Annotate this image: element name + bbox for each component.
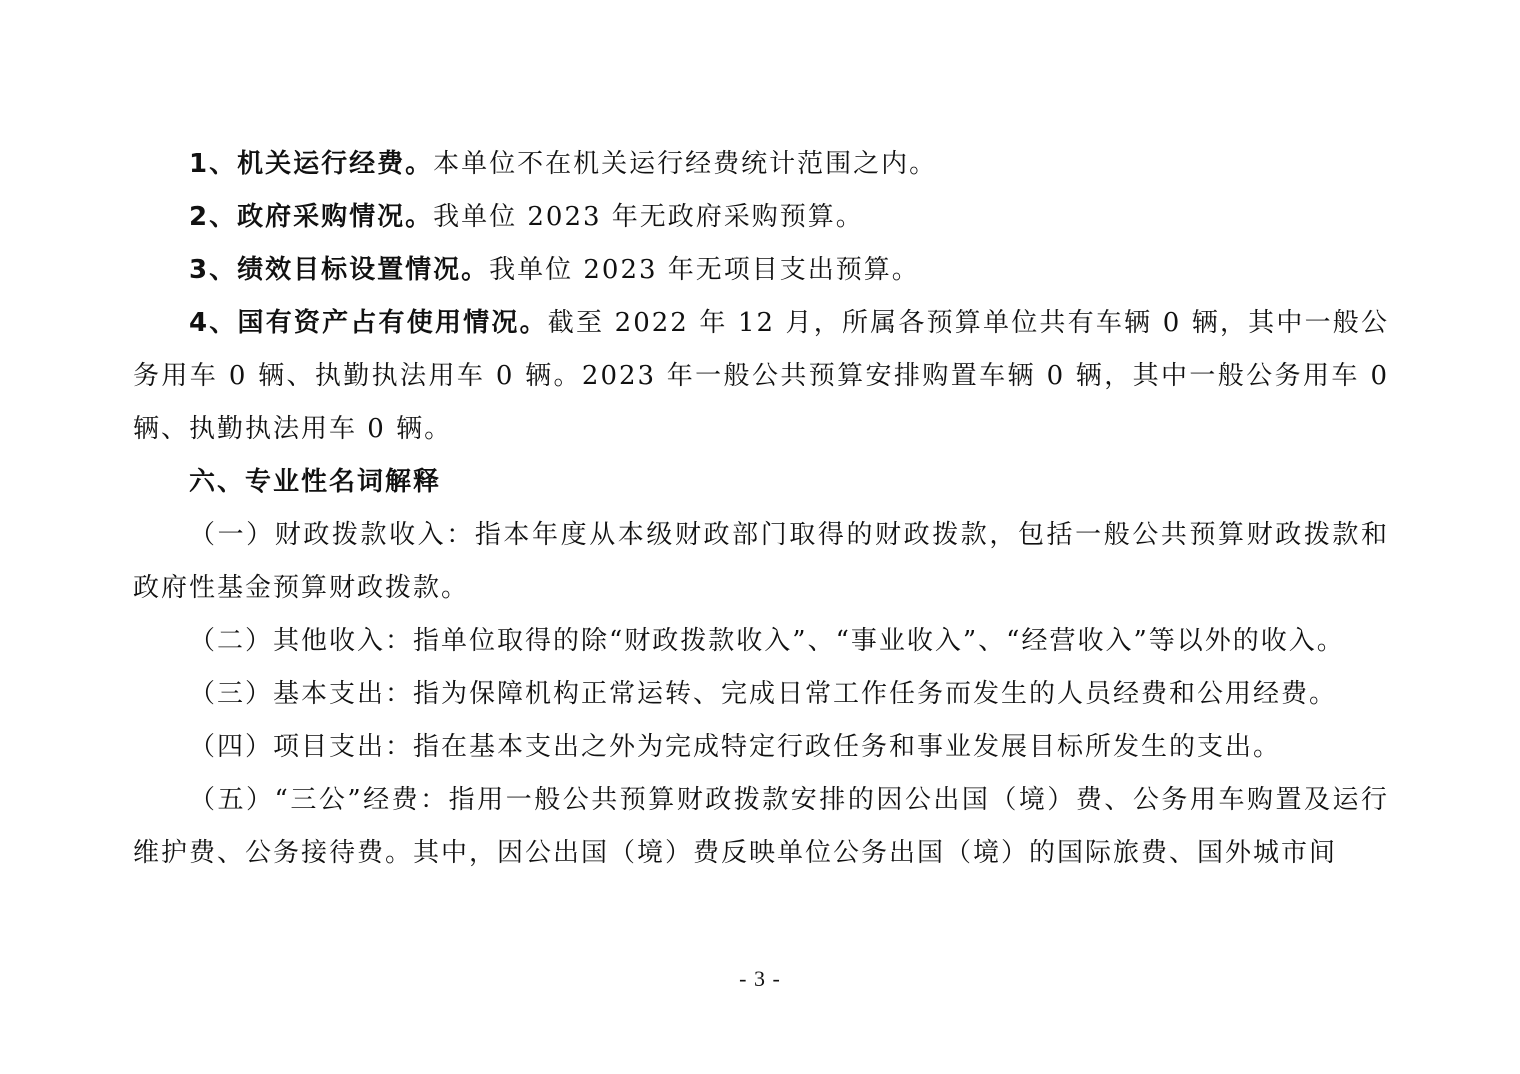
item-3-text: 我单位 2023 年无项目支出预算。 [489,255,920,285]
item-4-text: 截至 2022 年 12 月，所属各预算单位共有车辆 0 辆，其中一般公务用车 0 辆、执勤执法用车 0 辆。2023 年一般公共预算安排购置车辆 0 辆，其中一般公务用车 0 辆、执勤执法用车 0 辆。 [133,308,1389,444]
item-4-paragraph [133,297,1389,456]
item-2-text: 我单位 2023 年无政府采购预算。 [433,202,864,232]
item-1-text: 本单位不在机关运行经费统计范围之内。 [433,149,938,179]
definition-2: （二）其他收入：指单位取得的除“财政拨款收入”、“事业收入”、“经营收入”等以外的收入。 [189,626,1345,656]
page-number: - 3 - [739,966,781,991]
definition-1: （一）财政拨款收入：指本年度从本级财政部门取得的财政拨款，包括一般公共预算财政拨款和政府性基金预算财政拨款。 [133,520,1389,603]
item-3-label: 3、绩效目标设置情况。 [189,255,490,285]
definition-5: （五）“三公”经费：指用一般公共预算财政拨款安排的因公出国（境）费、公务用车购置及运行维护费、公务接待费。其中，因公出国（境）费反映单位公务出国（境）的国际旅费、国外城市间 [133,785,1389,868]
document-body [133,138,1389,880]
item-2-paragraph [133,191,1389,244]
item-1-paragraph [133,138,1389,191]
section-heading: 六、专业性名词解释 [189,467,442,497]
definition-4: （四）项目支出：指在基本支出之外为完成特定行政任务和事业发展目标所发生的支出。 [189,732,1282,762]
definition-3: （三）基本支出：指为保障机构正常运转、完成日常工作任务而发生的人员经费和公用经费。 [189,679,1338,709]
item-2-label: 2、政府采购情况。 [189,202,434,232]
item-1-label: 1、机关运行经费。 [189,149,434,179]
item-3-paragraph [133,244,1389,297]
item-4-label: 4、国有资产占有使用情况。 [189,308,548,338]
